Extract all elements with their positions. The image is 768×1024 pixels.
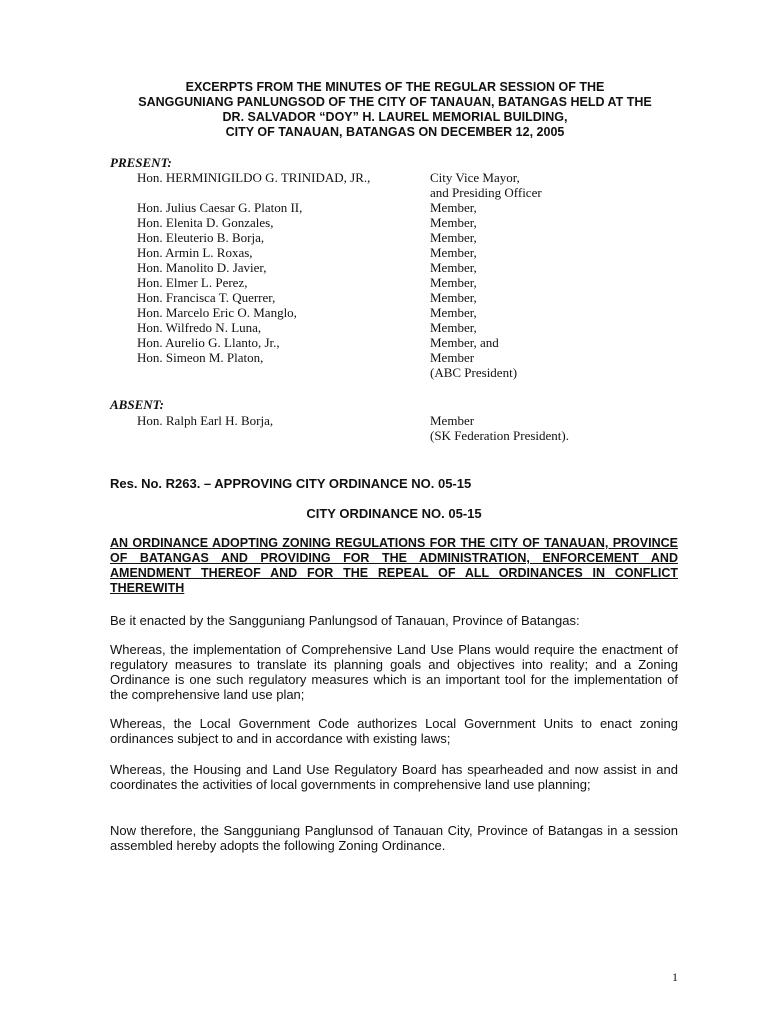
header-line-3: DR. SALVADOR “DOY” H. LAUREL MEMORIAL BUILDING,	[222, 110, 568, 124]
member-name: Hon. Simeon M. Platon,	[137, 350, 264, 365]
header-line-4: CITY OF TANAUAN, BATANGAS ON DECEMBER 12, 2005	[225, 125, 565, 139]
member-name: Hon. Marcelo Eric O. Manglo,	[137, 305, 297, 320]
member-role: Member,	[430, 260, 477, 275]
member-role: Member,	[430, 230, 477, 245]
page-number: 1	[672, 970, 678, 984]
member-name: Hon. Elmer L. Perez,	[137, 275, 248, 290]
absent-roster	[137, 413, 657, 443]
paragraph-whereas-2: Whereas, the Local Government Code authorizes Local Government Units to enact zoning ordinances subject to and in accordance with existing laws;	[110, 716, 678, 746]
paragraph-now-therefore: Now therefore, the Sangguniang Panglunsod of Tanauan City, Province of Batangas in a session assembled hereby adopts the following Zoning Ordinance.	[110, 823, 678, 853]
roster-row	[137, 305, 657, 320]
paragraph-enactment: Be it enacted by the Sangguniang Panlungsod of Tanauan, Province of Batangas:	[110, 613, 580, 628]
member-name: Hon. Elenita D. Gonzales,	[137, 215, 274, 230]
member-name: Hon. Ralph Earl H. Borja,	[137, 413, 274, 428]
roster-row	[137, 335, 657, 350]
header-line-2: SANGGUNIANG PANLUNGSOD OF THE CITY OF TANAUAN, BATANGAS HELD AT THE	[138, 95, 652, 109]
header-line-1: EXCERPTS FROM THE MINUTES OF THE REGULAR SESSION OF THE	[185, 80, 605, 94]
member-role: and Presiding Officer	[430, 185, 542, 200]
roster-row	[137, 185, 657, 200]
resolution-heading: Res. No. R263. – APPROVING CITY ORDINANCE NO. 05-15	[110, 476, 472, 491]
member-role: City Vice Mayor,	[430, 170, 520, 185]
member-role: Member,	[430, 245, 477, 260]
roster-row	[137, 200, 657, 215]
roster-row	[137, 230, 657, 245]
present-roster	[137, 170, 657, 380]
member-name: Hon. Julius Caesar G. Platon II,	[137, 200, 303, 215]
roster-row	[137, 170, 657, 185]
roster-row	[137, 260, 657, 275]
minutes-header	[110, 80, 680, 140]
roster-row	[137, 428, 657, 443]
member-role: (SK Federation President).	[430, 428, 570, 443]
roster-row	[137, 275, 657, 290]
member-role: Member,	[430, 215, 477, 230]
member-role: (ABC President)	[430, 365, 518, 380]
member-name: Hon. Francisca T. Querrer,	[137, 290, 276, 305]
roster-row	[137, 215, 657, 230]
member-role: Member	[430, 413, 475, 428]
member-name: Hon. Wilfredo N. Luna,	[137, 320, 262, 335]
member-name: Hon. Eleuterio B. Borja,	[137, 230, 265, 245]
present-label: PRESENT:	[110, 155, 172, 170]
absent-label: ABSENT:	[110, 397, 164, 412]
member-name: Hon. HERMINIGILDO G. TRINIDAD, JR.,	[137, 170, 371, 185]
ordinance-title: CITY ORDINANCE NO. 05-15	[306, 506, 482, 521]
member-role: Member,	[430, 290, 477, 305]
member-role: Member,	[430, 320, 477, 335]
member-role: Member, and	[430, 335, 499, 350]
member-role: Member,	[430, 200, 477, 215]
roster-row	[137, 290, 657, 305]
roster-row	[137, 413, 657, 428]
roster-row	[137, 320, 657, 335]
roster-row	[137, 365, 657, 380]
paragraph-whereas-1: Whereas, the implementation of Comprehensive Land Use Plans would require the enactment of regulatory measures to translate its planning goals and objectives into reality; and a Zoning Ordinance is one such regulatory measures which is an important tool for the implementation of the comprehensive land use plan;	[110, 642, 678, 702]
member-name: Hon. Aurelio G. Llanto, Jr.,	[137, 335, 280, 350]
ordinance-description: AN ORDINANCE ADOPTING ZONING REGULATIONS FOR THE CITY OF TANAUAN, PROVINCE OF BATANGAS AND PROVIDING FOR THE ADMINISTRATION, ENFORCEMENT AND AMENDMENT THEREOF AND FOR THE REPEAL OF ALL ORDINANCES IN CONFLICT THEREWITH	[110, 536, 678, 595]
member-role: Member,	[430, 305, 477, 320]
member-name: Hon. Manolito D. Javier,	[137, 260, 267, 275]
member-role: Member	[430, 350, 475, 365]
roster-row	[137, 350, 657, 365]
paragraph-whereas-3: Whereas, the Housing and Land Use Regulatory Board has spearheaded and now assist in and coordinates the activities of local governments in comprehensive land use planning;	[110, 762, 678, 792]
member-role: Member,	[430, 275, 477, 290]
roster-row	[137, 245, 657, 260]
member-name: Hon. Armin L. Roxas,	[137, 245, 253, 260]
